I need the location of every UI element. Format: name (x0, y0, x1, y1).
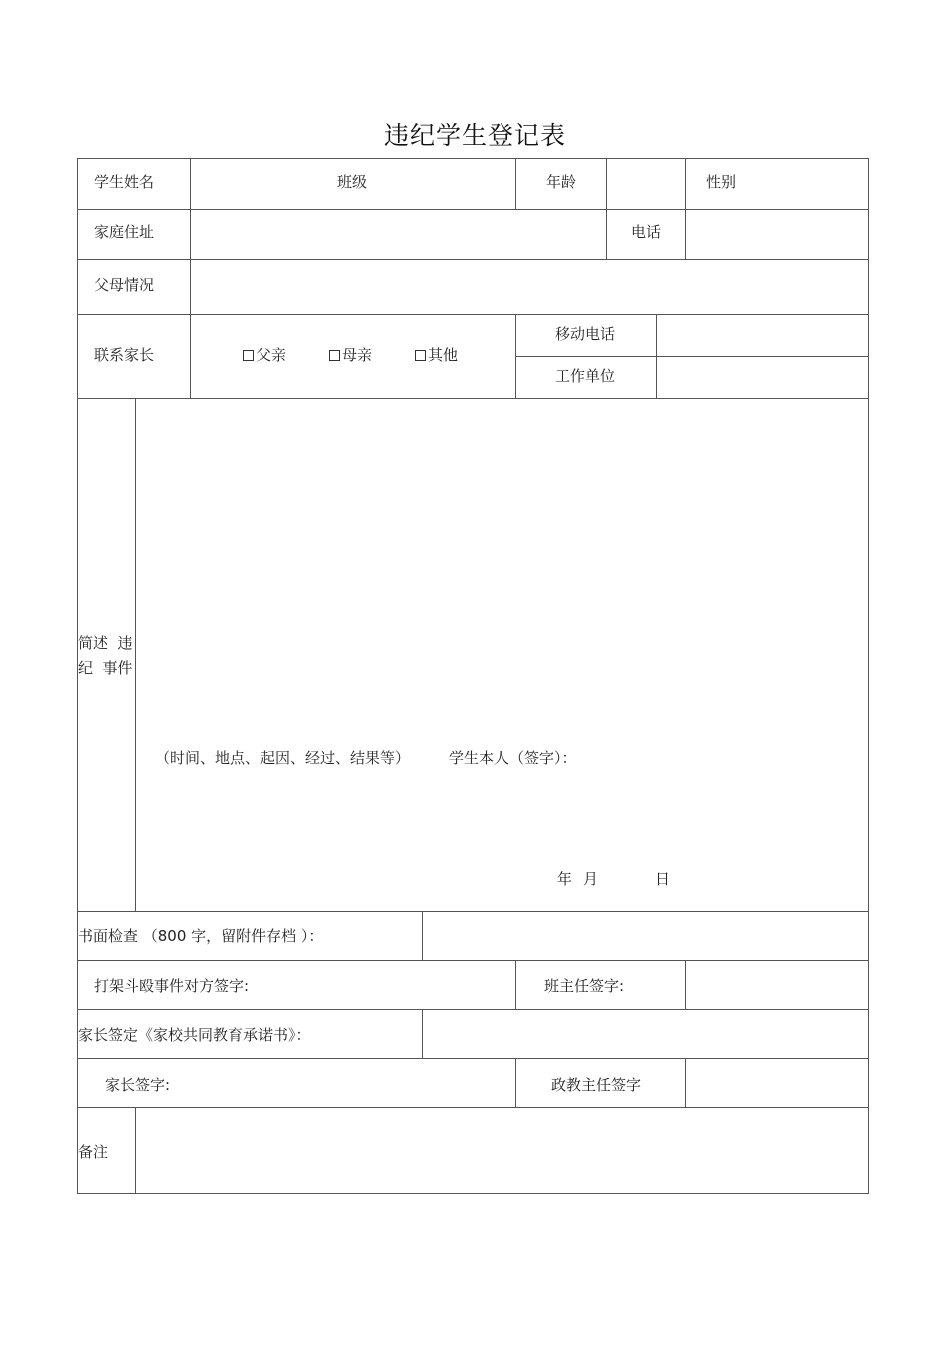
incident-label-line2: 纪 事件 (78, 659, 133, 677)
class-label: 班级 (336, 173, 368, 191)
row-divider (77, 209, 869, 210)
option-father[interactable] (243, 346, 286, 364)
checkbox-icon (329, 350, 340, 361)
row-divider (77, 911, 869, 912)
col-divider (515, 1058, 516, 1107)
mobile-label: 移动电话 (554, 325, 616, 343)
col-divider (422, 1009, 423, 1058)
student-signature-label: 学生本人（签字）： (449, 749, 577, 767)
col-divider (656, 314, 657, 398)
col-divider (515, 314, 516, 398)
incident-label-line1: 简述 违 (78, 634, 133, 652)
form-title: 违纪学生登记表 (383, 121, 566, 150)
option-mother-label: 母亲 (342, 346, 373, 364)
row-divider (515, 356, 869, 357)
option-other[interactable] (415, 346, 458, 364)
col-divider (135, 1107, 136, 1194)
student-name-label: 学生姓名 (94, 173, 155, 191)
parent-signature-label: 家长签字: (105, 1076, 171, 1094)
address-label: 家庭住址 (94, 223, 155, 241)
col-divider (685, 158, 686, 259)
age-label: 年龄 (545, 173, 577, 191)
row-divider (77, 1107, 869, 1108)
incident-hint: （时间、地点、起因、经过、结果等） (155, 749, 411, 767)
option-other-label: 其他 (428, 346, 459, 364)
row-divider (77, 960, 869, 961)
written-check-label: 书面检查 （800 字，留附件存档 ）： (78, 927, 324, 945)
date-day: 日 (655, 870, 671, 888)
checkbox-icon (243, 350, 254, 361)
homeroom-teacher-label: 班主任签字: (544, 977, 625, 995)
remarks-label: 备注 (78, 1143, 109, 1161)
date-year: 年 (557, 870, 573, 888)
contact-parent-label: 联系家长 (94, 346, 155, 364)
parents-label: 父母情况 (94, 276, 155, 294)
col-divider (422, 911, 423, 960)
row-divider (77, 259, 869, 260)
work-unit-label: 工作单位 (554, 367, 616, 385)
option-father-label: 父亲 (256, 346, 287, 364)
pledge-label: 家长签定《家校共同教育承诺书》： (78, 1026, 311, 1044)
incident-label (78, 631, 138, 681)
date-month: 月 (583, 870, 599, 888)
col-divider (685, 960, 686, 1009)
col-divider (685, 1058, 686, 1107)
student-name-field[interactable] (191, 160, 192, 161)
col-divider (515, 960, 516, 1009)
checkbox-icon (415, 350, 426, 361)
row-divider (77, 1058, 869, 1059)
row-divider (77, 314, 869, 315)
col-divider (606, 158, 607, 259)
gender-label: 性别 (706, 173, 737, 191)
option-mother[interactable] (329, 346, 372, 364)
col-divider (515, 158, 516, 209)
col-divider (190, 158, 191, 398)
row-divider (77, 398, 869, 399)
fight-signature-label: 打架斗殴事件对方签字: (94, 977, 250, 995)
row-divider (77, 1009, 869, 1010)
director-signature-label: 政教主任签字 (551, 1076, 642, 1094)
phone-label: 电话 (630, 223, 662, 241)
